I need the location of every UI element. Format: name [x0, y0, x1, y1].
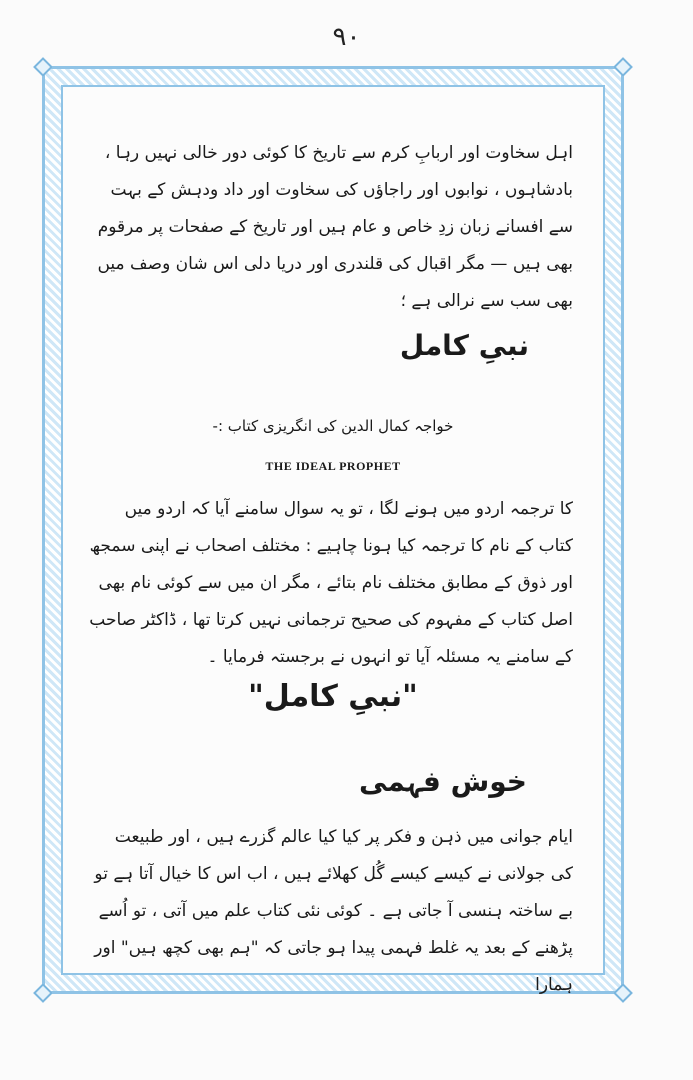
heading-nabi-e-kamil: نبیِ کامل — [399, 329, 529, 362]
heading-khush-fehmi: خوش فہمی — [359, 765, 527, 798]
english-book-title: THE IDEAL PROPHET — [265, 459, 401, 473]
paragraph-youth: ایام جوانی میں ذہن و فکر پر کیا کیا عالم گزرے ہیں ، اور طبیعت کی جولانی نے کیسے کیسے گُل کھلائے ہیں ، اب اس کا خیال آتا ہے تو بے ساختہ ہنسی آ جاتی ہے ۔ کوئی نئی کتاب علم میں آتی ، تو اُسے پڑھنے کے بعد یہ غلط فہمی پیدا ہو جاتی کہ "ہم بھی کچھ ہیں" اور ہمارا — [94, 827, 573, 995]
quote-nabi-e-kamil: "نبیِ کامل" — [248, 679, 418, 714]
corner-ornament-icon — [33, 983, 53, 1003]
corner-ornament-icon — [613, 983, 633, 1003]
book-intro-line: خواجہ کمال الدین کی انگریزی کتاب :- — [212, 417, 454, 435]
paragraph-translation: کا ترجمہ اردو میں ہونے لگا ، تو یہ سوال سامنے آیا کہ اردو میں کتاب کے نام کا ترجمہ کیا ہونا چاہیے : مختلف اصحاب نے اپنی سمجھ اور ذوق کے مطابق مختلف نام بتائے ، مگر ان میں سے کوئی نام بھی اصل کتاب کے مفہوم کی صحیح ترجمانی نہیں کرتا تھا ، ڈاکٹر صاحب کے سامنے یہ مسئلہ آیا تو انہوں نے برجستہ فرمایا ۔ — [89, 499, 573, 667]
page-number: ۹۰ — [332, 22, 361, 52]
paragraph-generosity: اہل سخاوت اور اربابِ کرم سے تاریخ کا کوئی دور خالی نہیں رہا ، بادشاہوں ، نوابوں اور راجاؤں کی سخاوت اور داد ودہش کے بہت سے افسانے زبان زدِ خاص و عام ہیں اور تاریخ کے صفحات پر مرقوم بھی ہیں — مگر اقبال کی قلندری اور دریا دلی اس شان وصف میں بھی سب سے نرالی ہے ؛ — [97, 143, 573, 311]
text-column — [83, 107, 583, 995]
page-body — [61, 85, 605, 995]
decorative-border — [42, 66, 624, 994]
corner-ornament-icon — [33, 57, 53, 77]
corner-ornament-icon — [613, 57, 633, 77]
